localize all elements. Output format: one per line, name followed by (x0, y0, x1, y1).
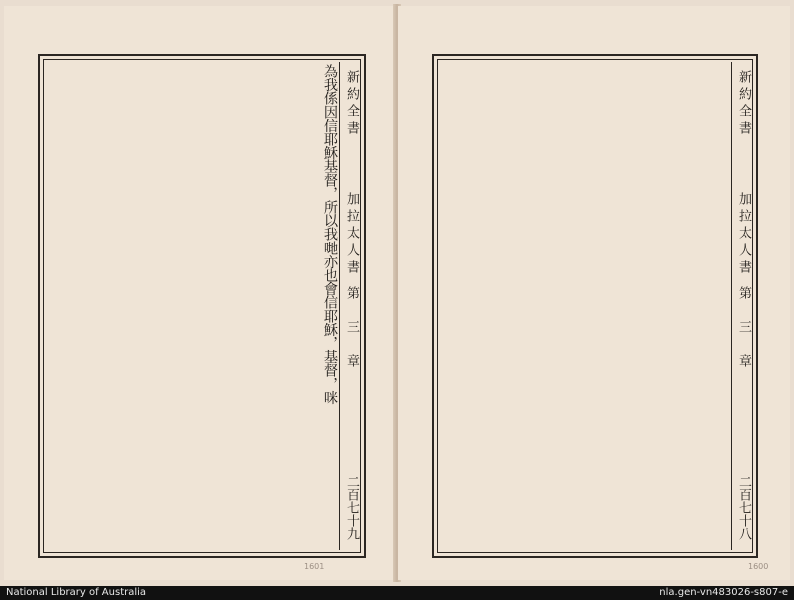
right-page-frame (432, 54, 758, 558)
left-page-frame (38, 54, 366, 558)
page-number: 二百七十九 (344, 475, 359, 540)
text-column: 為我係因信耶穌基督，所以我哋亦也會信耶穌，基督，咪 (322, 64, 338, 405)
header-title: 新約全書 (344, 70, 359, 138)
header-title: 新約全書 (736, 70, 751, 138)
left-page-text (46, 64, 338, 548)
footer-credit: National Library of Australia (6, 587, 147, 598)
left-page (4, 6, 396, 580)
right-page (398, 6, 790, 580)
header-chapter: 第 三 章 (344, 286, 359, 371)
archive-footer (0, 586, 794, 600)
pencil-mark-left: 1601 (304, 562, 325, 571)
header-chapter: 第 三 章 (736, 286, 751, 371)
pencil-mark-right: 1600 (748, 562, 769, 571)
right-running-header (731, 62, 752, 550)
right-page-text (440, 64, 730, 548)
page-number: 二百七十八 (736, 475, 751, 540)
footer-id: nla.gen-vn483026-s807-e (659, 587, 788, 598)
header-book: 加拉太人書 (344, 192, 359, 277)
header-book: 加拉太人書 (736, 192, 751, 277)
left-running-header (339, 62, 360, 550)
